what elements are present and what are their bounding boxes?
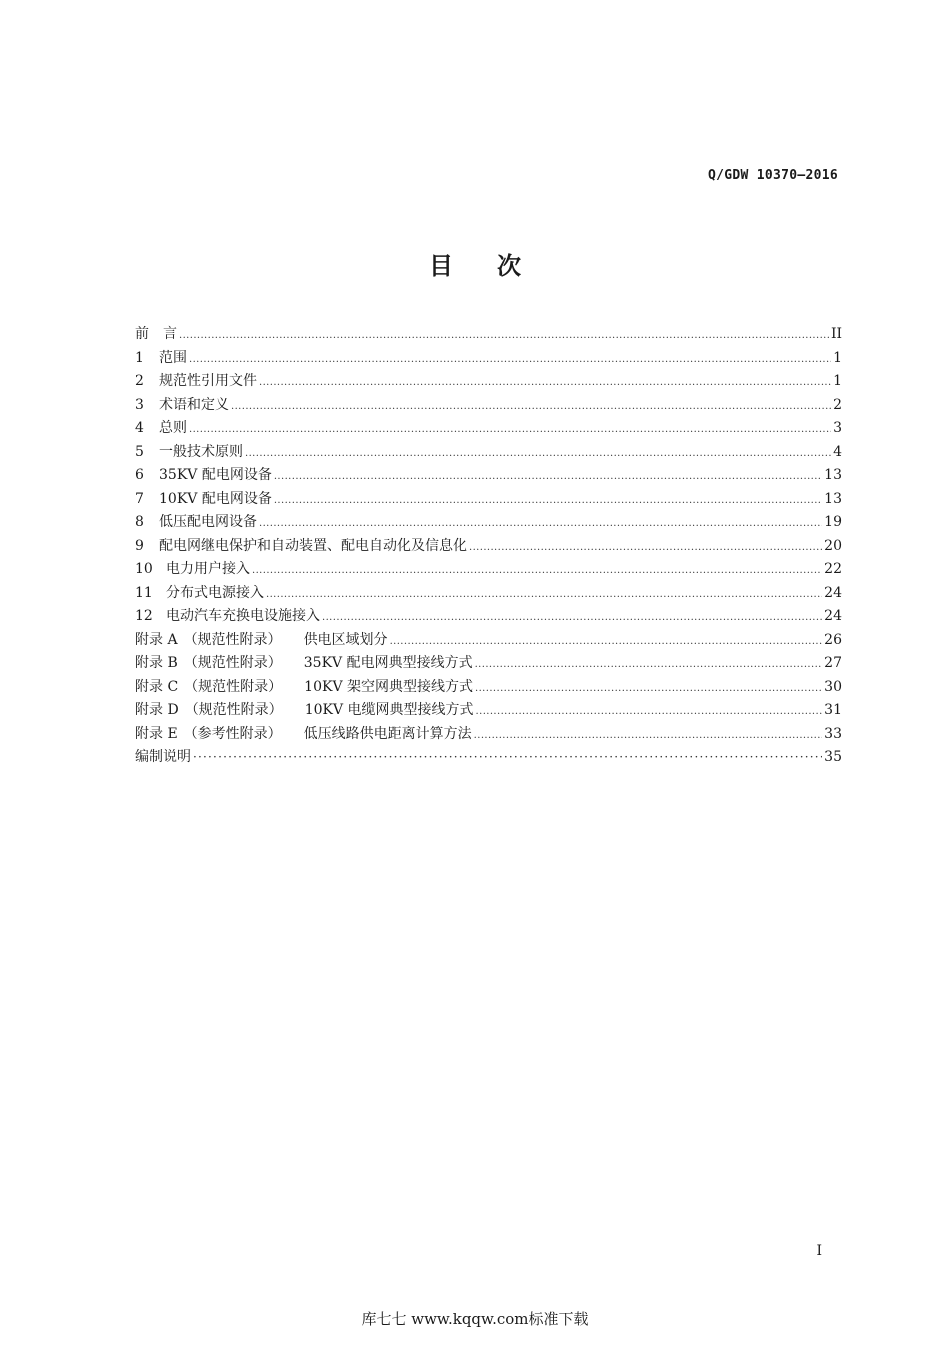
toc-entry-4[interactable] — [135, 417, 842, 441]
toc-leader — [179, 330, 829, 341]
toc-leader — [193, 750, 822, 764]
toc-entry-page: 24 — [824, 584, 842, 601]
document-code: Q/GDW 10370—2016 — [707, 168, 838, 183]
toc-entry-10[interactable] — [135, 558, 842, 582]
toc-leader — [266, 589, 822, 600]
appendix-number: 附录 E — [135, 725, 178, 742]
toc-entry-number: 10 — [135, 561, 153, 577]
appendix-page: 27 — [824, 655, 842, 671]
toc-entry-2[interactable] — [135, 370, 842, 394]
toc-appendix-d[interactable] — [135, 699, 842, 723]
toc-entry-label: 一般技术原则 — [159, 443, 243, 460]
toc-entry-page: 3 — [833, 420, 842, 436]
toc-entry-label: 分布式电源接入 — [166, 584, 264, 601]
appendix-type: （规范性附录） — [184, 702, 283, 718]
toc-entry-page: 35 — [824, 749, 842, 765]
toc-entry-page: 13 — [824, 490, 842, 507]
toc-entry-8[interactable] — [135, 511, 842, 535]
toc-leader — [274, 471, 822, 482]
appendix-label: 供电区域划分 — [303, 631, 388, 648]
toc-entry-label: 术语和定义 — [159, 396, 229, 413]
toc-leader — [189, 354, 831, 365]
toc-entry-label: 总则 — [159, 420, 187, 436]
toc-entry-number: 2 — [135, 373, 144, 389]
toc-appendix-b[interactable] — [135, 652, 842, 676]
toc-leader — [259, 377, 831, 388]
page-number: I — [816, 1243, 822, 1259]
toc-entry-label: 10KV 配电网设备 — [159, 490, 272, 507]
appendix-number: 附录 B — [135, 655, 178, 671]
toc-entry-number: 9 — [135, 537, 144, 554]
appendix-label: 低压线路供电距离计算方法 — [303, 725, 472, 742]
toc-appendix-e[interactable] — [135, 723, 842, 747]
appendix-label: 35KV 配电网典型接线方式 — [303, 655, 473, 671]
toc-entry-page: 24 — [824, 608, 842, 624]
toc-entry-label: 前 言 — [135, 326, 177, 342]
appendix-number: 附录 D — [135, 702, 179, 718]
toc-entry-label: 范围 — [159, 349, 187, 366]
toc-entry-page: 19 — [824, 514, 842, 530]
toc-entry-3[interactable] — [135, 394, 842, 418]
toc-leader — [475, 659, 823, 670]
toc-entry-12[interactable] — [135, 605, 842, 629]
appendix-type: （参考性附录） — [183, 725, 282, 742]
toc-leader — [274, 495, 822, 506]
toc-entry-page: 20 — [824, 537, 842, 554]
toc-entry-number: 1 — [135, 349, 144, 366]
toc-leader — [469, 542, 822, 553]
appendix-page: 33 — [824, 725, 842, 742]
toc-entry-number: 8 — [135, 514, 144, 530]
appendix-label: 10KV 电缆网典型接线方式 — [304, 702, 474, 718]
appendix-type: （规范性附录） — [183, 631, 282, 648]
toc-leader — [474, 730, 823, 741]
toc-leader — [322, 612, 822, 623]
toc-leader — [252, 565, 822, 576]
toc-entry-number: 4 — [135, 420, 144, 436]
toc-entry-7[interactable] — [135, 488, 842, 512]
appendix-label: 10KV 架空网典型接线方式 — [304, 678, 474, 695]
toc-appendix-c[interactable] — [135, 676, 842, 700]
toc-leader — [476, 706, 823, 717]
toc-leader — [245, 448, 831, 459]
toc-entry-page: 2 — [833, 396, 842, 413]
toc-entry-foreword[interactable] — [135, 323, 842, 347]
footer-watermark: 库七七 www.kqqw.com标准下载 — [361, 1310, 589, 1328]
toc-entry-label: 规范性引用文件 — [159, 373, 257, 389]
toc-entry-label: 低压配电网设备 — [159, 514, 257, 530]
toc-entry-page: 22 — [824, 561, 842, 577]
toc-entry-label: 35KV 配电网设备 — [159, 467, 272, 483]
toc-entry-page: 1 — [833, 349, 842, 366]
toc-entry-compilation-notes[interactable] — [135, 746, 842, 770]
toc-entry-number: 12 — [135, 608, 153, 624]
appendix-page: 30 — [824, 678, 842, 695]
toc-entry-label: 电力用户接入 — [166, 561, 250, 577]
page-title: 目次 — [429, 252, 565, 280]
toc-leader — [231, 401, 831, 412]
toc-entry-label: 编制说明 — [135, 749, 191, 765]
toc-entry-6[interactable] — [135, 464, 842, 488]
toc-entry-number: 5 — [135, 443, 144, 460]
toc-entry-number: 3 — [135, 396, 144, 413]
appendix-number: 附录 A — [135, 631, 178, 648]
toc-entry-number: 7 — [135, 490, 144, 507]
table-of-contents — [135, 323, 842, 770]
toc-entry-page: II — [830, 326, 842, 342]
toc-entry-page: 1 — [833, 373, 842, 389]
toc-entry-5[interactable] — [135, 441, 842, 465]
toc-entry-11[interactable] — [135, 582, 842, 606]
appendix-page: 26 — [824, 631, 842, 648]
toc-entry-page: 4 — [833, 443, 842, 460]
toc-leader — [259, 518, 822, 529]
appendix-type: （规范性附录） — [184, 678, 283, 695]
toc-entry-number: 6 — [135, 467, 144, 483]
toc-leader — [189, 424, 831, 435]
toc-entry-1[interactable] — [135, 347, 842, 371]
appendix-number: 附录 C — [135, 678, 179, 695]
toc-entry-label: 电动汽车充换电设施接入 — [166, 608, 320, 624]
toc-entry-9[interactable] — [135, 535, 842, 559]
toc-entry-number: 11 — [135, 584, 153, 601]
appendix-page: 31 — [824, 702, 842, 718]
toc-appendix-a[interactable] — [135, 629, 842, 653]
toc-entry-label: 配电网继电保护和自动装置、配电自动化及信息化 — [159, 537, 467, 554]
toc-leader — [475, 683, 822, 694]
toc-leader — [390, 636, 823, 647]
appendix-type: （规范性附录） — [183, 655, 282, 671]
toc-entry-page: 13 — [824, 467, 842, 483]
